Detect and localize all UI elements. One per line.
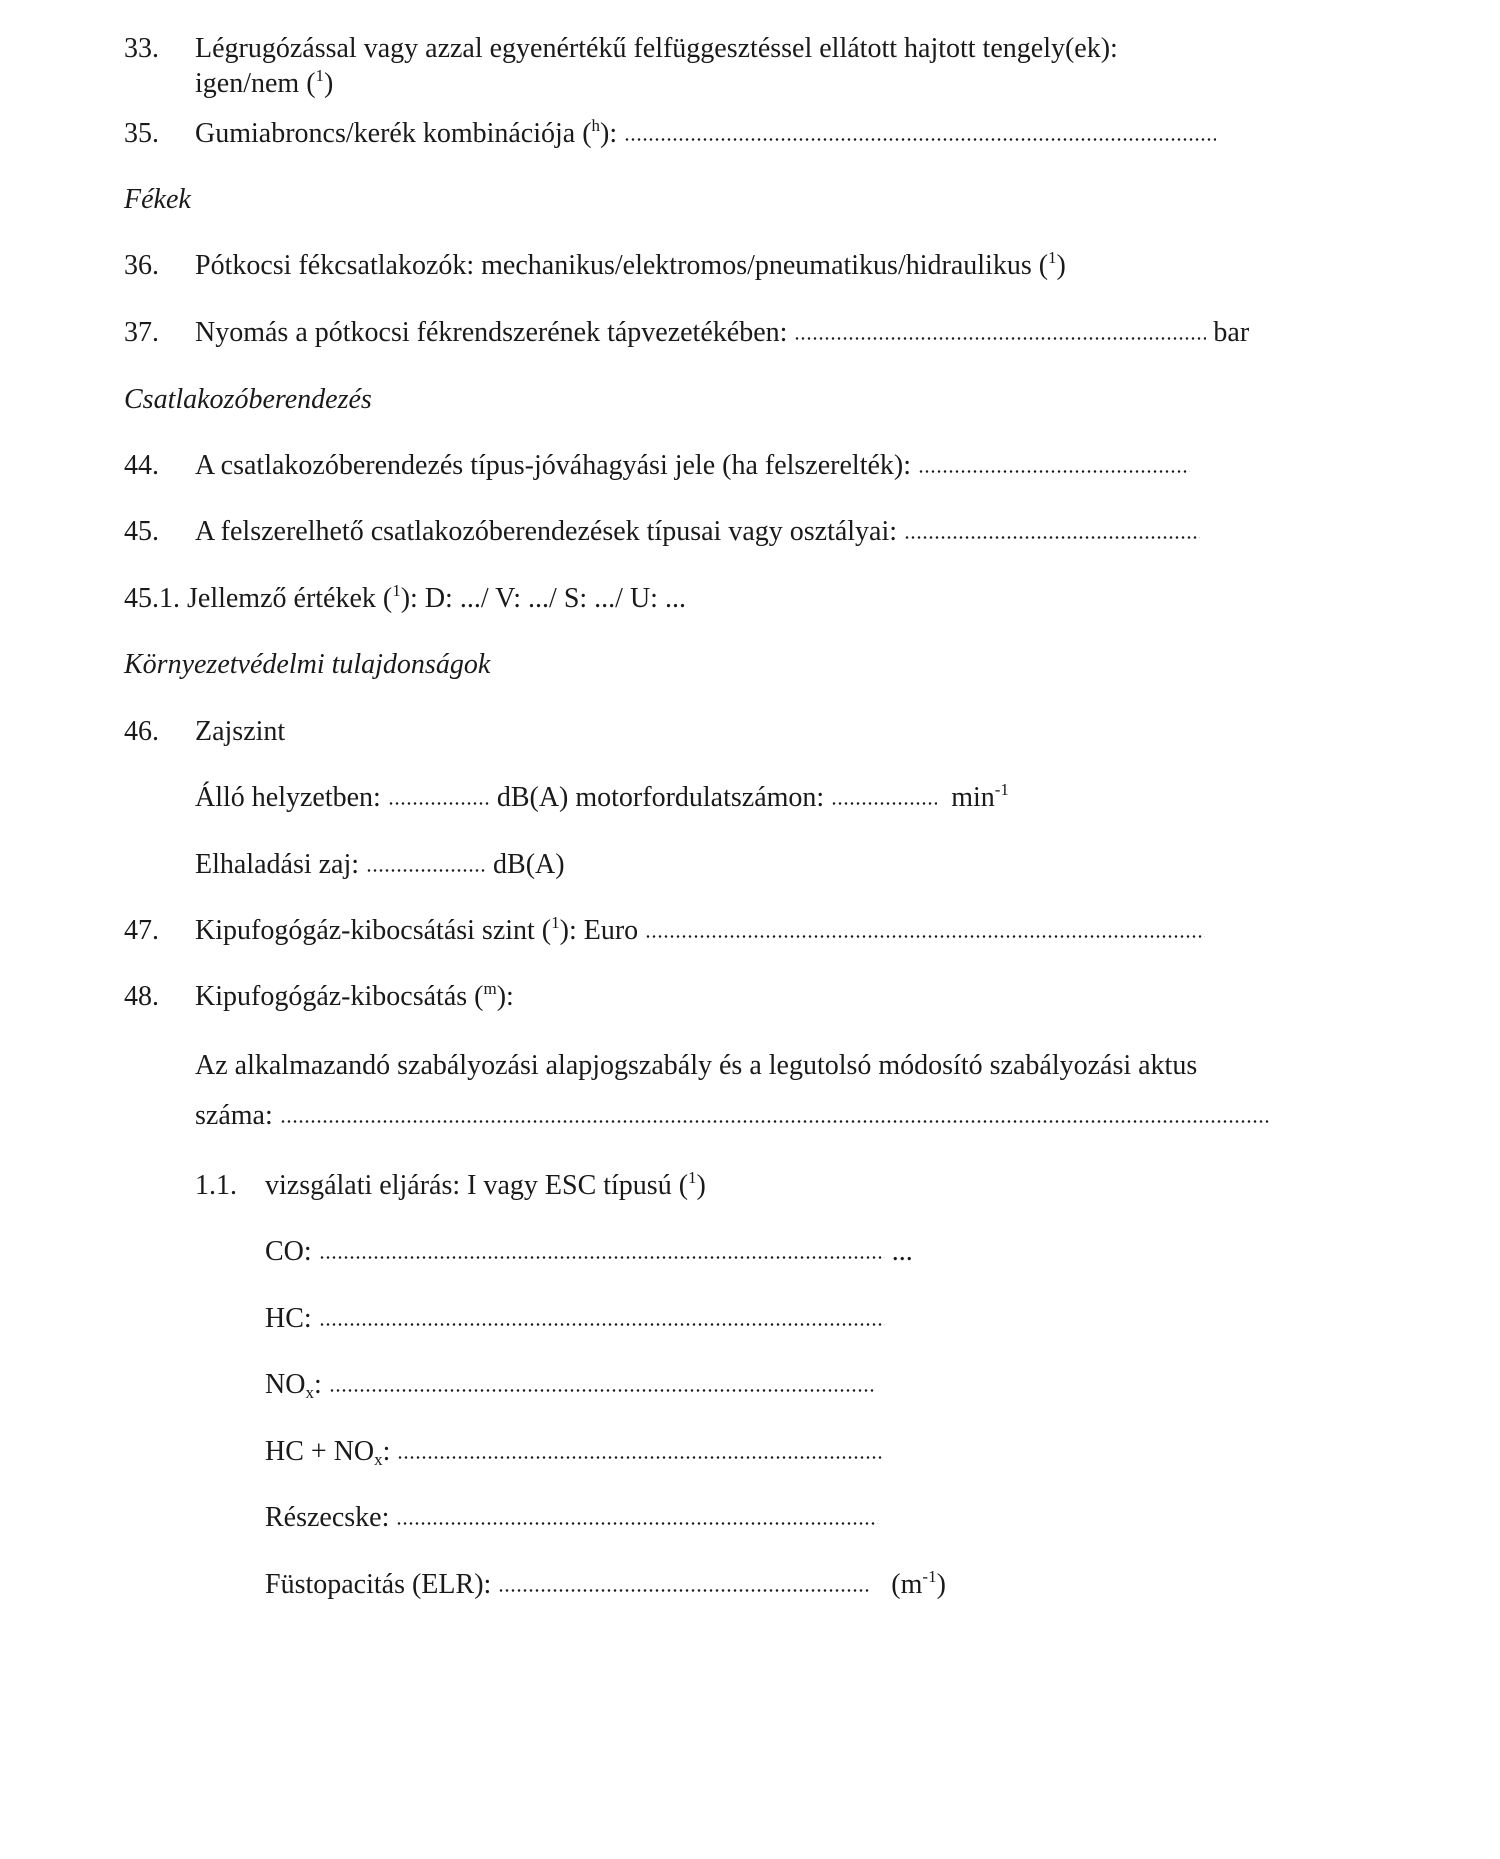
stationary-fill-line xyxy=(388,784,490,806)
item-46-stationary xyxy=(195,781,1009,815)
section-heading-brakes: Fékek xyxy=(124,184,191,215)
item-36-number: 36. xyxy=(124,250,159,281)
item-48-title xyxy=(195,980,514,1014)
footnote-ref: m xyxy=(483,979,497,998)
footnote-ref: 1 xyxy=(315,66,325,85)
item-45-text xyxy=(195,515,1200,549)
particles-row xyxy=(265,1501,878,1535)
item-45-1-text xyxy=(124,582,686,616)
item-48-number: 48. xyxy=(124,981,159,1012)
item-46-number: 46. xyxy=(124,716,159,747)
item-44-label: A csatlakozóberendezés típus-jóváhagyási jele (ha felszerelték): xyxy=(195,450,912,481)
hc-nox-row xyxy=(265,1435,883,1469)
stationary-unit: dB(A) motorfordulatszámon: xyxy=(496,782,825,813)
nox-label: NO xyxy=(265,1369,306,1400)
rpm-exponent: -1 xyxy=(994,780,1009,799)
item-35-number: 35. xyxy=(124,118,159,149)
co-tail: ... xyxy=(891,1236,913,1267)
drive-by-unit: dB(A) xyxy=(493,849,565,880)
item-47-number: 47. xyxy=(124,915,159,946)
item-45-label: A felszerelhető csatlakozóberendezések típusai vagy osztályai: xyxy=(195,516,898,547)
item-44-text xyxy=(195,449,1190,483)
smoke-row xyxy=(265,1568,946,1602)
item-33-options xyxy=(195,67,333,101)
stationary-label: Álló helyzetben: xyxy=(195,782,381,813)
item-44-number: 44. xyxy=(124,450,159,481)
item-37-unit: bar xyxy=(1213,317,1250,348)
drive-by-fill-line xyxy=(366,851,486,873)
item-36-text xyxy=(195,249,1066,283)
item-36-label: Pótkocsi fékcsatlakozók: mechanikus/elektromos/pneumatikus/hidraulikus ( xyxy=(195,250,1049,281)
item-36-close: ) xyxy=(1056,250,1066,281)
section-heading-environment: Környezetvédelmi tulajdonságok xyxy=(124,649,491,680)
item-47-text xyxy=(195,914,1205,948)
footnote-ref: 1 xyxy=(551,913,560,932)
item-33-options-text: igen/nem ( xyxy=(195,68,316,99)
hc-nox-fill-line xyxy=(397,1438,883,1460)
item-45-number: 45. xyxy=(124,516,159,547)
hc-nox-subscript: x xyxy=(374,1450,383,1469)
item-45-1-number: 45.1. xyxy=(124,583,180,614)
regulation-number-label: száma: xyxy=(195,1100,273,1131)
item-33-text: Légrugózással vagy azzal egyenértékű felfüggesztéssel ellátott hajtott tengely(ek): xyxy=(195,33,1118,64)
particles-fill-line xyxy=(396,1504,878,1526)
item-45-fill-line xyxy=(904,518,1200,540)
smoke-unit-exponent: -1 xyxy=(922,1567,937,1586)
section-heading-coupling: Csatlakozóberendezés xyxy=(124,384,372,415)
regulation-fill-line xyxy=(280,1102,1270,1124)
smoke-unit-close: ) xyxy=(936,1569,946,1600)
regulation-line-2 xyxy=(195,1099,1270,1133)
footnote-ref: 1 xyxy=(688,1168,697,1187)
item-35-label: Gumiabroncs/kerék kombinációja ( xyxy=(195,118,592,149)
hc-nox-colon: : xyxy=(382,1436,391,1467)
co-row xyxy=(265,1235,913,1269)
drive-by-label: Elhaladási zaj: xyxy=(195,849,360,880)
item-48-colon: ): xyxy=(496,981,514,1012)
item-33-number: 33. xyxy=(124,33,159,64)
item-44-fill-line xyxy=(918,452,1190,474)
item-47-fill-line xyxy=(645,917,1205,939)
item-33-options-close: ) xyxy=(324,68,334,99)
particles-label: Részecske: xyxy=(265,1502,390,1533)
hc-label: HC: xyxy=(265,1303,312,1334)
hc-nox-label: HC + NO xyxy=(265,1436,375,1467)
smoke-fill-line xyxy=(498,1571,870,1593)
smoke-label: Füstopacitás (ELR): xyxy=(265,1569,492,1600)
rpm-fill-line xyxy=(831,784,937,806)
co-fill-line xyxy=(319,1238,885,1260)
item-37-number: 37. xyxy=(124,317,159,348)
item-45-1-values: ): D: .../ V: .../ S: .../ U: ... xyxy=(400,583,686,614)
item-35-fill-line xyxy=(624,120,1216,142)
nox-row xyxy=(265,1368,875,1402)
hc-fill-line xyxy=(319,1305,885,1327)
footnote-ref: 1 xyxy=(1048,248,1057,267)
item-35-colon: ): xyxy=(600,118,618,149)
hc-row xyxy=(265,1302,885,1336)
item-47-euro: ): Euro xyxy=(559,915,639,946)
nox-colon: : xyxy=(313,1369,322,1400)
co-label: CO: xyxy=(265,1236,312,1267)
nox-fill-line xyxy=(329,1371,875,1393)
test-procedure-close: ) xyxy=(696,1170,706,1201)
footnote-ref: 1 xyxy=(392,581,401,600)
smoke-unit: (m xyxy=(891,1569,923,1600)
item-46-title: Zajszint xyxy=(195,716,286,747)
item-45-1-label: Jellemző értékek ( xyxy=(187,583,393,614)
nox-subscript: x xyxy=(305,1383,314,1402)
test-procedure-label: vizsgálati eljárás: I vagy ESC típusú ( xyxy=(265,1170,689,1201)
item-37-text xyxy=(195,316,1249,350)
footnote-ref: h xyxy=(591,116,601,135)
item-37-label: Nyomás a pótkocsi fékrendszerének tápvezetékében: xyxy=(195,317,788,348)
item-37-fill-line xyxy=(794,319,1206,341)
test-procedure-text xyxy=(265,1169,706,1203)
item-48-label: Kipufogógáz-kibocsátás ( xyxy=(195,981,484,1012)
rpm-unit: min xyxy=(951,782,995,813)
item-35-text xyxy=(195,117,1216,151)
test-procedure-number: 1.1. xyxy=(195,1170,237,1201)
item-47-label: Kipufogógáz-kibocsátási szint ( xyxy=(195,915,552,946)
item-46-drive-by xyxy=(195,848,565,882)
regulation-line-1: Az alkalmazandó szabályozási alapjogszabály és a legutolsó módosító szabályozási aktus xyxy=(195,1050,1198,1081)
